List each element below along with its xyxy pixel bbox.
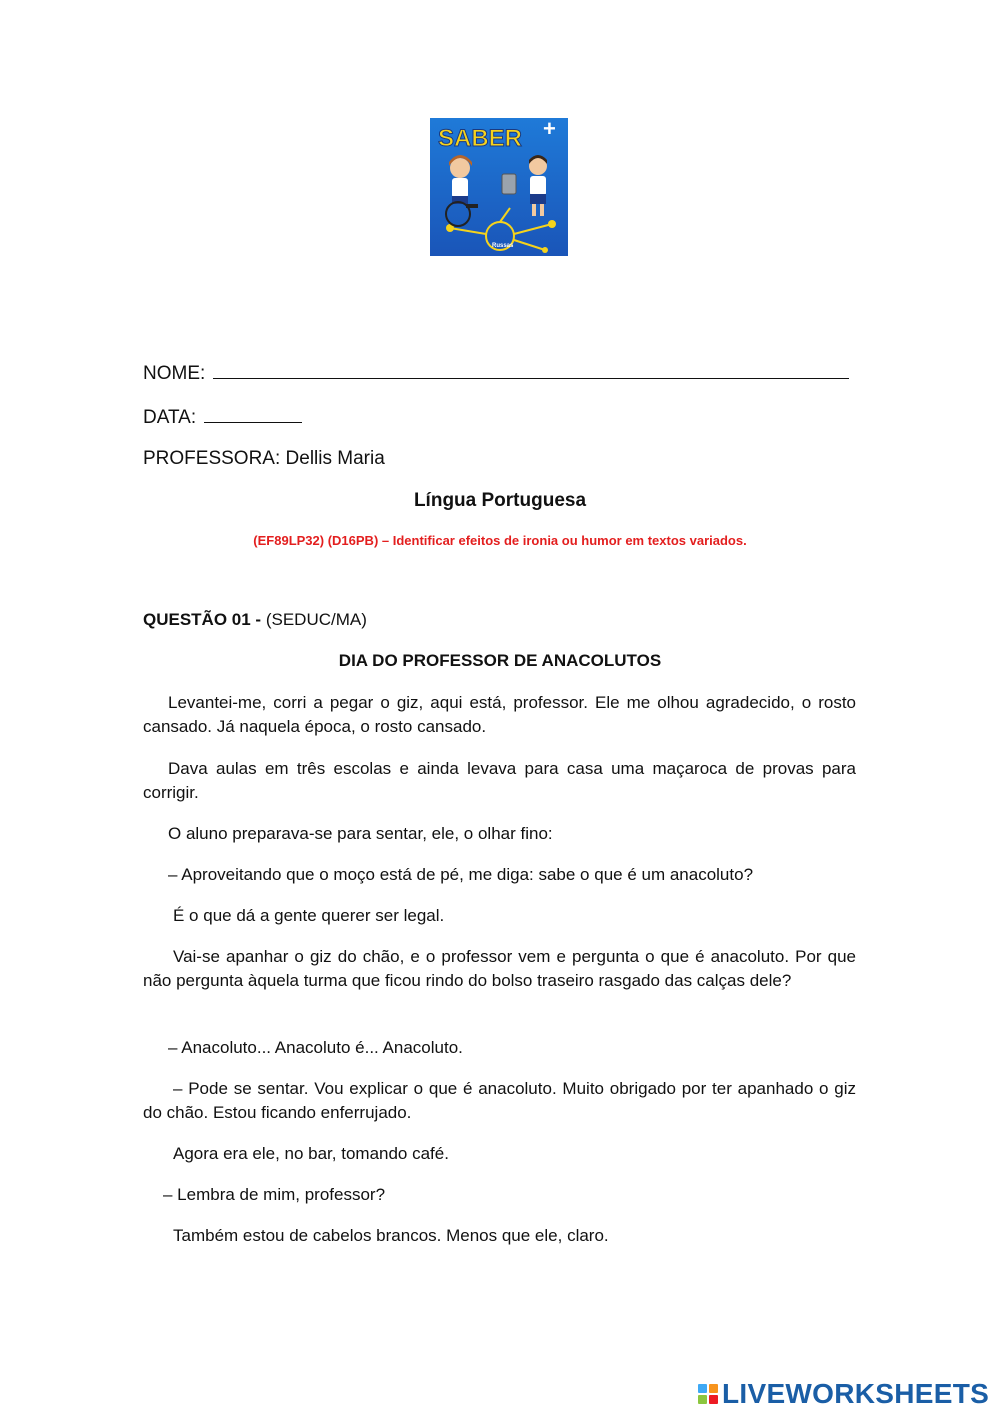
- date-blank-line[interactable]: [204, 404, 302, 423]
- question-source: (SEDUC/MA): [265, 610, 367, 629]
- text-paragraph: Dava aulas em três escolas e ainda levava para casa uma maçaroca de provas para corrigir.: [143, 759, 856, 802]
- teacher-label: PROFESSORA: Dellis Maria: [143, 448, 385, 469]
- liveworksheets-logo-icon: [698, 1384, 718, 1404]
- text-paragraph: – Lembra de mim, professor?: [163, 1185, 386, 1204]
- skill-description: (EF89LP32) (D16PB) – Identificar efeitos de ironia ou humor em textos variados.: [253, 533, 747, 548]
- logo-plus: +: [543, 118, 556, 141]
- text-paragraph: Também estou de cabelos brancos. Menos que ele, claro.: [173, 1226, 609, 1245]
- name-label: NOME:: [143, 363, 206, 384]
- liveworksheets-brand: [698, 1378, 989, 1410]
- text-paragraph: O aluno preparava-se para sentar, ele, o olhar fino:: [168, 824, 553, 843]
- date-label: DATA:: [143, 407, 197, 428]
- question-number: QUESTÃO 01 -: [143, 610, 262, 629]
- text-paragraph: Agora era ele, no bar, tomando café.: [173, 1144, 449, 1163]
- saber-logo-illustration: [430, 118, 568, 256]
- logo-title: SABER: [438, 125, 523, 152]
- teacher-field: [143, 448, 385, 470]
- question-header: [143, 610, 367, 630]
- text-paragraph: Vai-se apanhar o giz do chão, e o professor vem e pergunta o que é anacoluto. Por que não pergunta àquela turma que ficou rindo do bolso traseiro rasgado das calças dele?: [143, 947, 856, 990]
- text-paragraph: É o que dá a gente querer ser legal.: [173, 906, 445, 925]
- text-title: DIA DO PROFESSOR DE ANACOLUTOS: [338, 651, 662, 670]
- date-field: [143, 404, 302, 429]
- subject-title: Língua Portuguesa: [413, 490, 587, 511]
- logo-city: Russas: [492, 243, 514, 249]
- name-blank-line[interactable]: [213, 360, 849, 379]
- text-paragraph: Levantei-me, corri a pegar o giz, aqui está, professor. Ele me olhou agradecido, o rosto cansado. Já naquela época, o rosto cansado.: [143, 693, 856, 736]
- liveworksheets-wordmark: LIVEWORKSHEETS: [722, 1378, 990, 1409]
- name-field: [143, 360, 849, 385]
- text-paragraph: – Anacoluto... Anacoluto é... Anacoluto.: [168, 1038, 463, 1057]
- saber-plus-logo: [430, 118, 568, 256]
- text-paragraph: – Aproveitando que o moço está de pé, me diga: sabe o que é um anacoluto?: [168, 865, 754, 884]
- text-paragraph: – Pode se sentar. Vou explicar o que é anacoluto. Muito obrigado por ter apanhado o giz do chão. Estou ficando enferrujado.: [143, 1079, 856, 1122]
